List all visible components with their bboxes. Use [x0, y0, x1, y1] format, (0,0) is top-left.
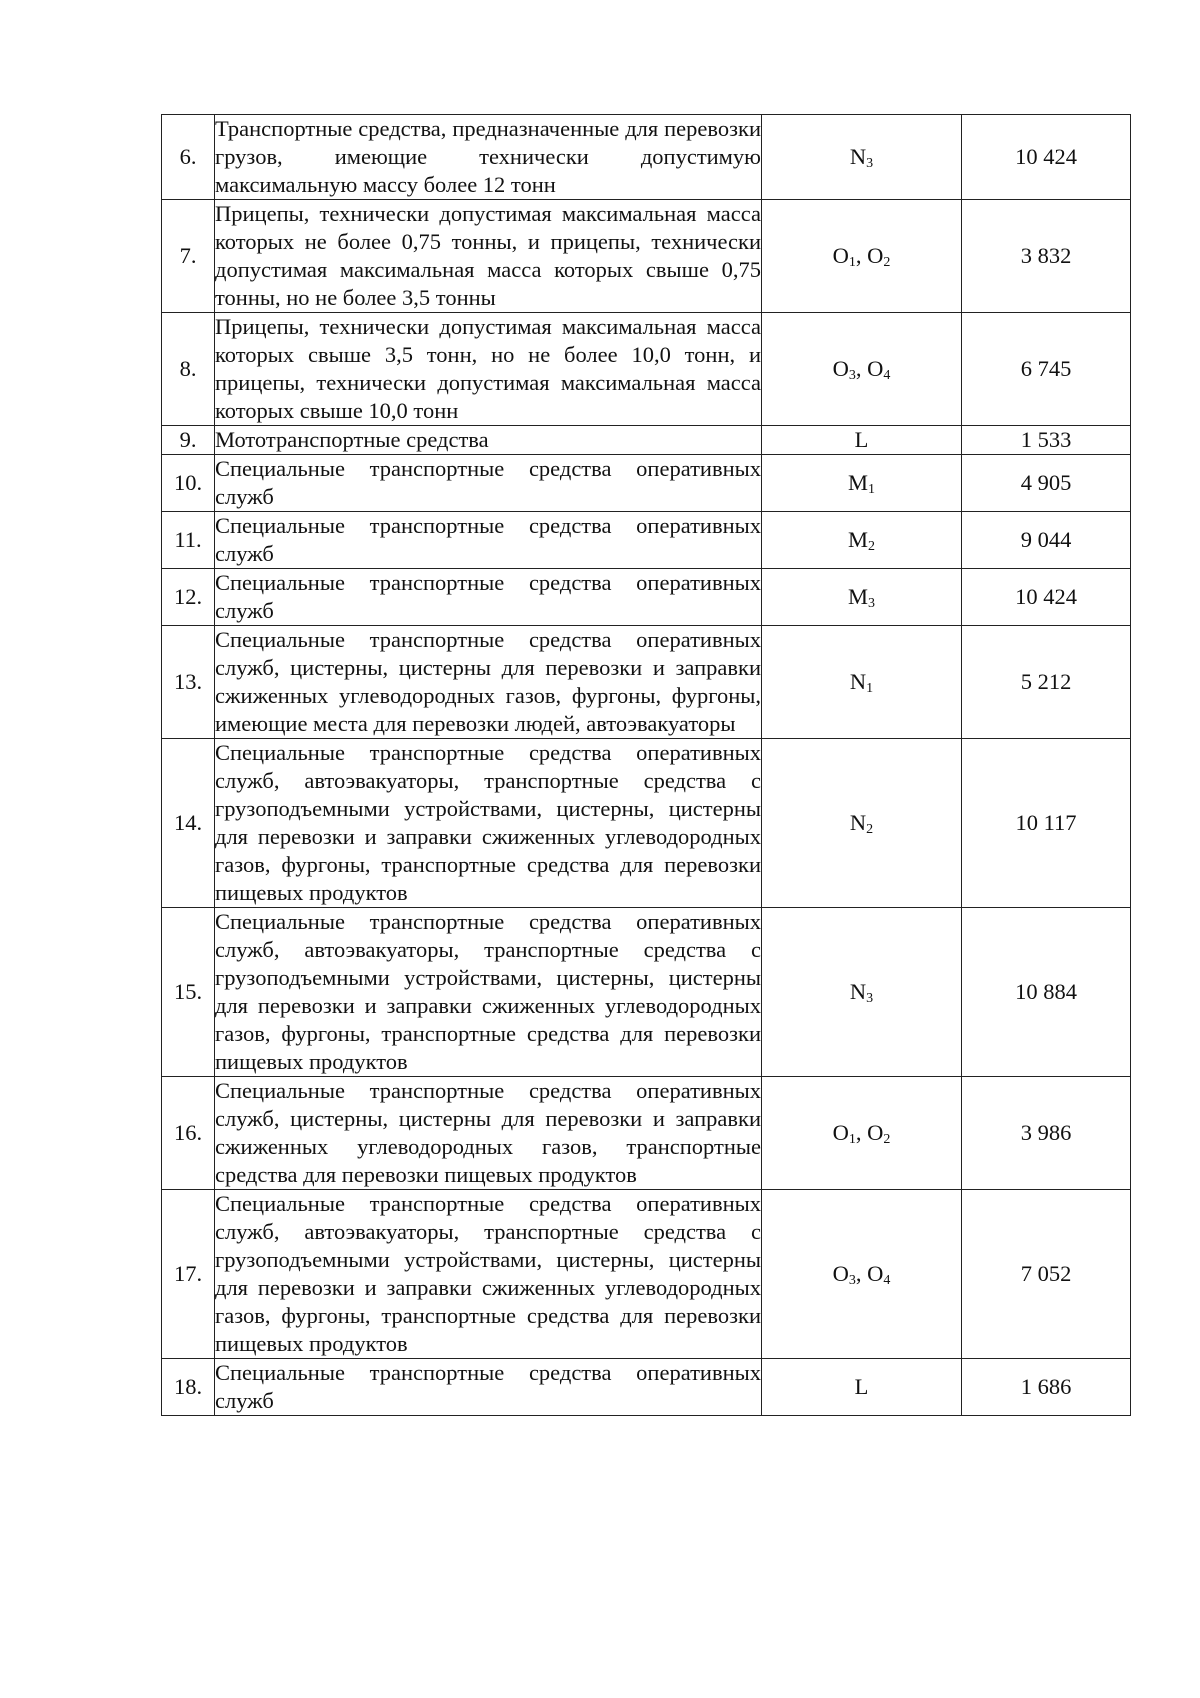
- category-letter: N: [849, 979, 867, 1004]
- vehicle-category: [762, 455, 962, 512]
- table-row: [162, 512, 1131, 569]
- fee-amount: 3 986: [962, 1077, 1131, 1190]
- vehicle-description: [215, 569, 762, 626]
- vehicle-description: [215, 626, 762, 739]
- row-number: 11.: [162, 512, 215, 569]
- category-subscript: 1: [868, 482, 875, 497]
- vehicle-description-text: Специальные транспортные средства оперативных служб: [215, 1360, 761, 1413]
- vehicle-description-text: Мототранспортные средства: [215, 427, 489, 452]
- fee-table-body: [162, 115, 1131, 1416]
- vehicle-description: [215, 908, 762, 1077]
- vehicle-description: [215, 200, 762, 313]
- row-number: 9.: [162, 426, 215, 455]
- category-subscript: 2: [868, 539, 875, 554]
- table-row: [162, 1359, 1131, 1416]
- category-subscript: 2: [883, 1132, 891, 1147]
- fee-table: [161, 114, 1131, 1416]
- row-number: 15.: [162, 908, 215, 1077]
- vehicle-category: [762, 1077, 962, 1190]
- vehicle-description-text: Специальные транспортные средства оперативных служб: [215, 456, 761, 509]
- vehicle-description-text: Специальные транспортные средства оперативных служб, автоэвакуаторы, транспортные средства с грузоподъемными устройствами, цистерны, цистерны для перевозки и заправки сжиженных углеводородных газов, фургоны, транспортные средства для перевозки пищевых продуктов: [215, 740, 761, 905]
- vehicle-description: [215, 1190, 762, 1359]
- vehicle-description-text: Прицепы, технически допустимая максимальная масса которых свыше 3,5 тонн, но не более 10,0 тонн, и прицепы, технически допустимая максимальная масса которых свыше 10,0 тонн: [215, 314, 761, 423]
- vehicle-description-text: Специальные транспортные средства оперативных служб, цистерны, цистерны для перевозки и заправки сжиженных углеводородных газов, фургоны, фургоны, имеющие места для перевозки людей, автоэвакуаторы: [215, 627, 761, 736]
- vehicle-category: [762, 1359, 962, 1416]
- fee-amount: 7 052: [962, 1190, 1131, 1359]
- fee-amount: 4 905: [962, 455, 1131, 512]
- vehicle-description-text: Специальные транспортные средства оперативных служб: [215, 513, 761, 566]
- vehicle-description: [215, 455, 762, 512]
- fee-amount: 10 424: [962, 115, 1131, 200]
- category-letter: L: [854, 427, 869, 452]
- row-number: 17.: [162, 1190, 215, 1359]
- fee-amount: 1 533: [962, 426, 1131, 455]
- table-row: [162, 200, 1131, 313]
- fee-amount: 10 884: [962, 908, 1131, 1077]
- vehicle-description: [215, 115, 762, 200]
- fee-amount: 6 745: [962, 313, 1131, 426]
- table-row: [162, 426, 1131, 455]
- vehicle-category: [762, 569, 962, 626]
- vehicle-category: [762, 200, 962, 313]
- category-letter: O: [867, 1261, 884, 1286]
- vehicle-description: [215, 426, 762, 455]
- vehicle-description: [215, 313, 762, 426]
- vehicle-description-text: Прицепы, технически допустимая максимальная масса которых не более 0,75 тонны, и прицепы, технически допустимая максимальная масса которых свыше 0,75 тонны, но не более 3,5 тонны: [215, 201, 761, 310]
- row-number: 10.: [162, 455, 215, 512]
- category-letter: O: [832, 356, 849, 381]
- category-letter: M: [847, 470, 868, 495]
- category-letter: L: [854, 1374, 869, 1399]
- category-letter: O: [832, 1120, 849, 1145]
- vehicle-category: [762, 512, 962, 569]
- category-subscript: 3: [848, 1273, 856, 1288]
- fee-amount: 10 424: [962, 569, 1131, 626]
- table-row: [162, 569, 1131, 626]
- vehicle-description-text: Специальные транспортные средства оперативных служб, цистерны, цистерны для перевозки и заправки сжиженных углеводородных газов, транспортные средства для перевозки пищевых продуктов: [215, 1078, 761, 1187]
- table-row: [162, 455, 1131, 512]
- row-number: 16.: [162, 1077, 215, 1190]
- vehicle-description: [215, 1359, 762, 1416]
- table-row: [162, 739, 1131, 908]
- fee-amount: 9 044: [962, 512, 1131, 569]
- vehicle-description: [215, 512, 762, 569]
- vehicle-description-text: Транспортные средства, предназначенные для перевозки грузов, имеющие технически допустимую максимальную массу более 12 тонн: [215, 116, 761, 197]
- vehicle-description-text: Специальные транспортные средства оперативных служб, автоэвакуаторы, транспортные средства с грузоподъемными устройствами, цистерны, цистерны для перевозки и заправки сжиженных углеводородных газов, фургоны, транспортные средства для перевозки пищевых продуктов: [215, 909, 761, 1074]
- category-subscript: 1: [866, 681, 874, 696]
- vehicle-category: [762, 115, 962, 200]
- category-subscript: 3: [866, 991, 874, 1006]
- fee-amount: 5 212: [962, 626, 1131, 739]
- category-subscript: 3: [868, 596, 875, 611]
- table-row: [162, 1190, 1131, 1359]
- fee-amount: 10 117: [962, 739, 1131, 908]
- fee-amount: 3 832: [962, 200, 1131, 313]
- row-number: 7.: [162, 200, 215, 313]
- vehicle-category: [762, 313, 962, 426]
- category-letter: O: [867, 243, 884, 268]
- category-letter: M: [847, 527, 868, 552]
- category-letter: N: [849, 144, 867, 169]
- table-row: [162, 908, 1131, 1077]
- category-subscript: 3: [848, 368, 856, 383]
- vehicle-category: [762, 626, 962, 739]
- category-letter: N: [849, 669, 867, 694]
- vehicle-category: [762, 908, 962, 1077]
- table-row: [162, 313, 1131, 426]
- category-separator: ,: [855, 356, 868, 381]
- category-letter: O: [867, 1120, 884, 1145]
- category-letter: O: [832, 1261, 849, 1286]
- row-number: 18.: [162, 1359, 215, 1416]
- category-subscript: 4: [883, 368, 891, 383]
- category-subscript: 1: [848, 1132, 856, 1147]
- row-number: 13.: [162, 626, 215, 739]
- category-separator: ,: [855, 1261, 868, 1286]
- category-letter: O: [867, 356, 884, 381]
- row-number: 8.: [162, 313, 215, 426]
- row-number: 12.: [162, 569, 215, 626]
- category-letter: N: [849, 810, 867, 835]
- category-subscript: 3: [866, 156, 874, 171]
- category-subscript: 2: [883, 255, 891, 270]
- category-letter: O: [832, 243, 849, 268]
- vehicle-description-text: Специальные транспортные средства оперативных служб: [215, 570, 761, 623]
- table-row: [162, 626, 1131, 739]
- category-letter: M: [847, 584, 868, 609]
- vehicle-category: [762, 739, 962, 908]
- vehicle-category: [762, 1190, 962, 1359]
- fee-amount: 1 686: [962, 1359, 1131, 1416]
- table-row: [162, 1077, 1131, 1190]
- category-subscript: 4: [883, 1273, 891, 1288]
- category-subscript: 1: [848, 255, 856, 270]
- vehicle-description: [215, 739, 762, 908]
- row-number: 6.: [162, 115, 215, 200]
- vehicle-description: [215, 1077, 762, 1190]
- category-separator: ,: [855, 1120, 868, 1145]
- vehicle-description-text: Специальные транспортные средства оперативных служб, автоэвакуаторы, транспортные средства с грузоподъемными устройствами, цистерны, цистерны для перевозки и заправки сжиженных углеводородных газов, фургоны, транспортные средства для перевозки пищевых продуктов: [215, 1191, 761, 1356]
- category-separator: ,: [855, 243, 868, 268]
- vehicle-category: [762, 426, 962, 455]
- row-number: 14.: [162, 739, 215, 908]
- category-subscript: 2: [866, 822, 874, 837]
- table-row: [162, 115, 1131, 200]
